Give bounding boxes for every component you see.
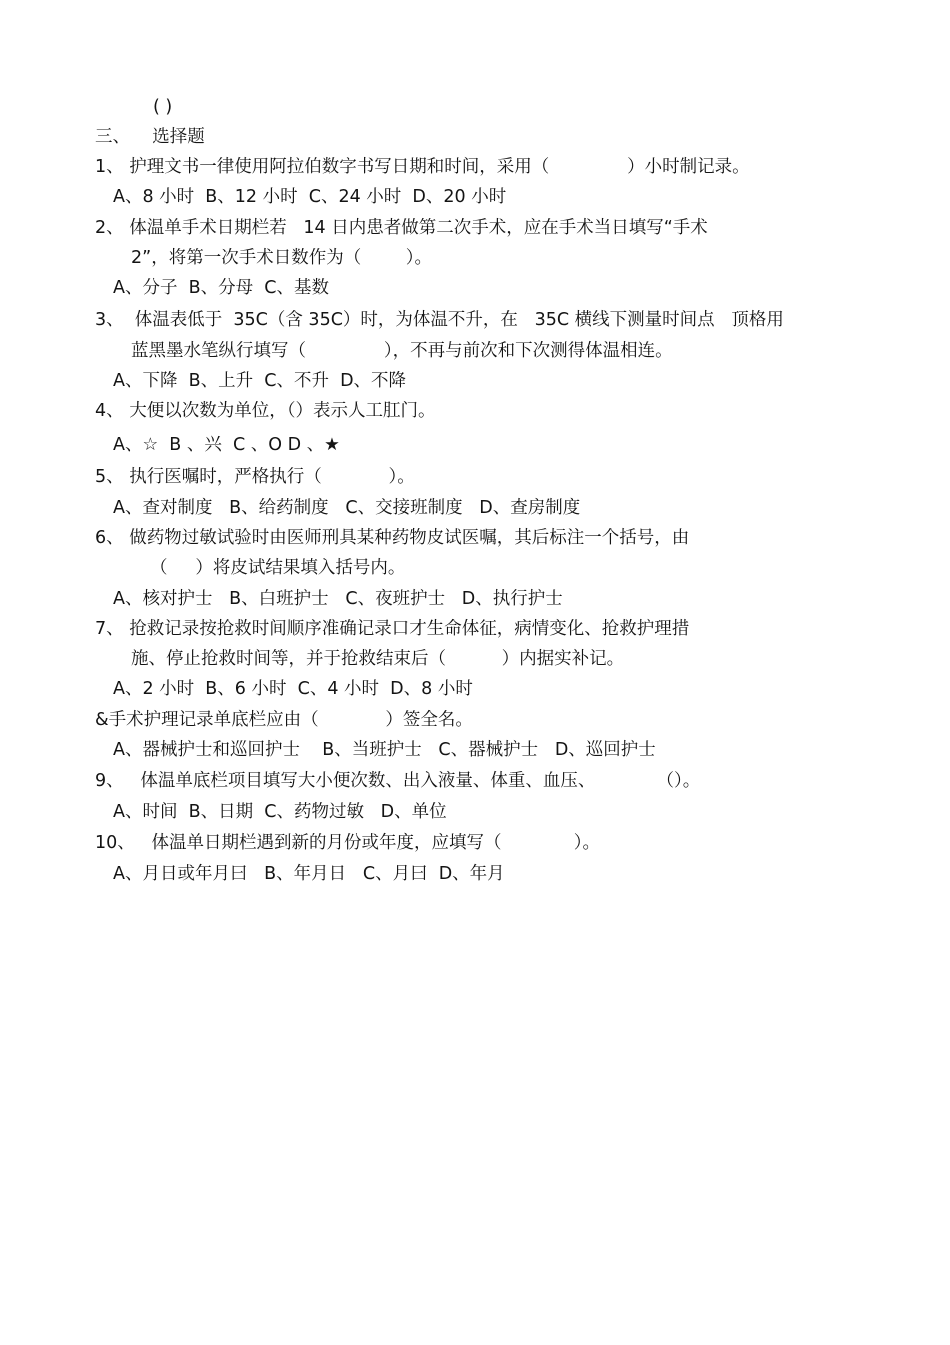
question-1: 1、 护理文书一律使用阿拉伯数字书写日期和时间，采用（ ）小时制记录。 bbox=[95, 157, 750, 177]
question-3: 3、 体温表低于 35C（含 35C）时，为体温不升，在 35C 横线下测量时间点 顶格用 bbox=[95, 310, 784, 330]
question-6: 6、 做药物过敏试验时由医师刑具某种药物皮试医嘱，其后标注一个括号，由 bbox=[95, 528, 690, 548]
question-9-options: A、时间 B、日期 C、药物过敏 D、单位 bbox=[113, 802, 447, 822]
question-5-options: A、查对制度 B、给药制度 C、交接班制度 D、查房制度 bbox=[113, 498, 581, 518]
answer-blank-line: ( ) bbox=[153, 97, 173, 117]
question-10-options: A、月日或年月曰 B、年月日 C、月曰 D、年月 bbox=[113, 864, 505, 884]
question-7: 7、 抢救记录按抢救时间顺序准确记录口才生命体征，病情变化、抢救护理措 bbox=[95, 619, 690, 639]
question-2-options: A、分子 B、分母 C、基数 bbox=[113, 278, 329, 298]
question-3-continuation: 蓝黑墨水笔纵行填写（ ），不再与前次和下次测得体温相连。 bbox=[131, 341, 673, 361]
question-4-options: A、☆ B 、兴 C 、O D 、★ bbox=[113, 435, 340, 455]
section-heading: 三、 选择题 bbox=[95, 127, 205, 147]
question-2: 2、 体温单手术日期栏若 14 日内患者做第二次手术，应在手术当日填写“手术 bbox=[95, 218, 708, 238]
question-2-continuation: 2”，将第一次手术日数作为（ ）。 bbox=[131, 248, 432, 268]
question-4: 4、 大便以次数为单位，（）表示人工肛门。 bbox=[95, 401, 436, 421]
question-6-options: A、核对护士 B、白班护士 C、夜班护士 D、执行护士 bbox=[113, 589, 563, 609]
question-8-options: A、器械护士和巡回护士 B、当班护士 C、器械护士 D、巡回护士 bbox=[113, 740, 656, 760]
question-10: 10、 体温单日期栏遇到新的月份或年度，应填写（ ）。 bbox=[95, 833, 601, 853]
question-7-continuation: 施、停止抢救时间等，并于抢救结束后（ ）内据实补记。 bbox=[131, 649, 625, 669]
question-5: 5、 执行医嘱时，严格执行（ ）。 bbox=[95, 467, 415, 487]
question-3-options: A、下降 B、上升 C、不升 D、不降 bbox=[113, 371, 407, 391]
question-9: 9、 体温单底栏项目填写大小便次数、出入液量、体重、血压、 （）。 bbox=[95, 771, 701, 791]
question-7-options: A、2 小时 B、6 小时 C、4 小时 D、8 小时 bbox=[113, 679, 473, 699]
question-6-continuation: （ ）将皮试结果填入括号内。 bbox=[150, 558, 406, 578]
question-8: &手术护理记录单底栏应由（ ）签全名。 bbox=[95, 710, 473, 730]
question-1-options: A、8 小时 B、12 小时 C、24 小时 D、20 小时 bbox=[113, 187, 507, 207]
